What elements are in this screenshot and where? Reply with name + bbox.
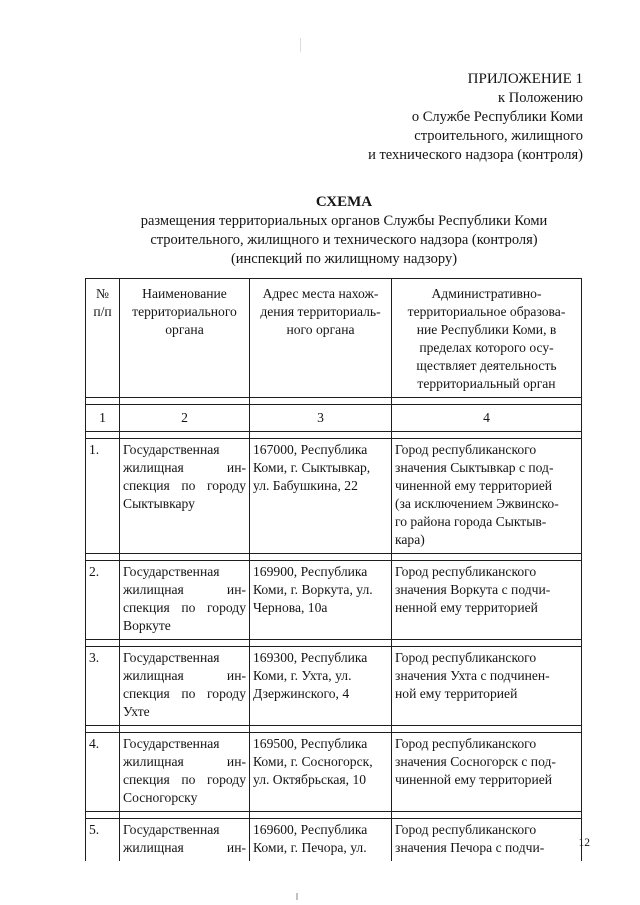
territory-line: Город республиканского [395,736,537,751]
org-line: спекция по городу [123,772,246,787]
address-cell [250,439,392,554]
address-line: Коми, г. Печора, ул. [253,840,367,855]
address-cell [250,647,392,726]
header-line: органа [165,322,204,337]
territory-line: значения Сыктывкар с под- [395,460,554,475]
territory-line: го района города Сыктыв- [395,514,547,529]
org-line: Ухте [123,704,150,719]
appendix-line: и технического надзора (контроля) [368,147,583,163]
table-gap-row [86,554,582,561]
address-cell [250,561,392,640]
column-number: 4 [392,405,582,432]
row-number: 4. [86,733,120,812]
org-line: жилищная ин- [123,840,246,855]
org-name-cell [120,561,250,640]
page-number: 12 [578,837,590,849]
table-header-row [86,279,582,398]
table-row [86,647,582,726]
header-line: № [96,286,109,301]
territorial-bodies-table [85,278,582,861]
org-line: жилищная ин- [123,582,246,597]
territory-cell [392,733,582,812]
header-line: пределах которого осу- [419,340,554,355]
territory-line: ненной ему территорией [395,600,538,615]
appendix-line: ПРИЛОЖЕНИЕ 1 [467,71,583,87]
row-number: 2. [86,561,120,640]
org-line: Сосногорску [123,790,198,805]
header-line: ного органа [286,322,355,337]
scan-speck-bottom [296,893,298,900]
row-number: 3. [86,647,120,726]
header-line: Адрес места нахож- [262,286,379,301]
address-line: Чернова, 10а [253,600,328,615]
header-line: территориальное образова- [407,304,566,319]
table-gap-row [86,640,582,647]
column-number: 2 [120,405,250,432]
header-line: ществляет деятельность [416,358,557,373]
address-line: 167000, Республика [253,442,368,457]
header-line: Наименование [142,286,227,301]
row-number: 5. [86,819,120,862]
org-name-cell [120,819,250,862]
appendix-line: о Службе Республики Коми [411,109,583,125]
header-cell-address [250,279,392,398]
territory-cell [392,819,582,862]
table-row [86,819,582,862]
address-line: 169300, Республика [253,650,368,665]
address-line: ул. Бабушкина, 22 [253,478,358,493]
address-line: Коми, г. Воркута, ул. [253,582,373,597]
header-line: территориального [132,304,237,319]
table-gap-row [86,812,582,819]
territory-cell [392,439,582,554]
address-cell [250,819,392,862]
territory-line: чиненной ему территорией [395,478,553,493]
territory-line: ной ему территорией [395,686,518,701]
address-line: 169500, Республика [253,736,368,751]
org-line: Сыктывкару [123,496,195,511]
territory-line: чиненной ему территорией [395,772,553,787]
org-name-cell [120,439,250,554]
header-line: ние Республики Коми, в [416,322,557,337]
address-line: 169600, Республика [253,822,368,837]
territory-line: значения Ухта с подчинен- [395,668,550,683]
table-row [86,439,582,554]
territory-line: значения Воркута с подчи- [395,582,551,597]
column-number-row [86,405,582,432]
territory-cell [392,647,582,726]
table-row [86,561,582,640]
table-gap-row [86,398,582,405]
appendix-line: строительного, жилищного [414,128,583,144]
heading-title: СХЕМА [315,194,373,210]
header-line: дения территориаль- [260,304,381,319]
territory-line: (за исключением Эжвинско- [395,496,559,511]
header-line: Административно- [431,286,542,301]
appendix-block [368,70,583,165]
column-number: 3 [250,405,392,432]
territory-line: Город республиканского [395,822,537,837]
header-cell-number [86,279,120,398]
org-line: жилищная ин- [123,754,246,769]
address-line: Коми, г. Сосногорск, [253,754,373,769]
territory-cell [392,561,582,640]
territory-line: Город республиканского [395,442,537,457]
address-line: ул. Октябрьская, 10 [253,772,367,787]
heading-subtitle-line: размещения территориальных органов Службы Республики Коми [140,213,548,229]
org-line: Государственная [123,564,220,579]
address-cell [250,733,392,812]
org-line: спекция по городу [123,600,246,615]
territory-line: кара) [395,532,425,547]
territory-line: Город республиканского [395,564,537,579]
address-line: Коми, г. Ухта, ул. [253,668,352,683]
org-line: жилищная ин- [123,460,246,475]
header-line: п/п [93,304,112,319]
column-number: 1 [86,405,120,432]
row-number: 1. [86,439,120,554]
scan-speck-top [300,38,301,52]
org-line: жилищная ин- [123,668,246,683]
territory-line: значения Сосногорск с под- [395,754,556,769]
territory-line: значения Печора с подчи- [395,840,545,855]
org-line: спекция по городу [123,686,246,701]
header-cell-name [120,279,250,398]
org-name-cell [120,647,250,726]
header-cell-territory [392,279,582,398]
address-line: Дзержинского, 4 [253,686,350,701]
territory-line: Город республиканского [395,650,537,665]
org-name-cell [120,733,250,812]
org-line: Государственная [123,442,220,457]
header-line: территориальный орган [417,376,556,391]
org-line: Воркуте [123,618,171,633]
org-line: Государственная [123,650,220,665]
appendix-line: к Положению [498,90,583,106]
table-row [86,733,582,812]
heading-subtitle-line: строительного, жилищного и технического надзора (контроля) [150,232,538,248]
heading-subtitle-line: (инспекций по жилищному надзору) [230,251,458,267]
org-line: Государственная [123,736,220,751]
table-gap-row [86,432,582,439]
org-line: спекция по городу [123,478,246,493]
address-line: Коми, г. Сыктывкар, [253,460,371,475]
org-line: Государственная [123,822,220,837]
document-heading [96,193,592,269]
table-gap-row [86,726,582,733]
address-line: 169900, Республика [253,564,368,579]
